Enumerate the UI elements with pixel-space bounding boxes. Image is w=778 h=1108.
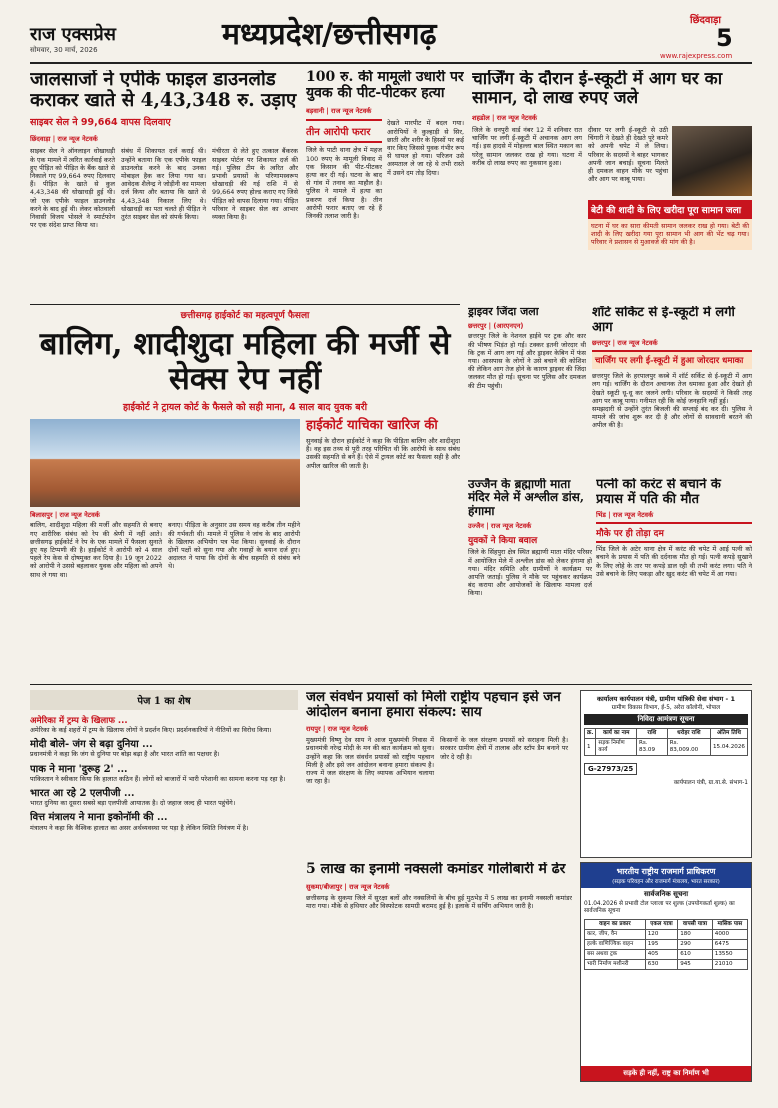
masthead xyxy=(0,0,778,66)
body-col-2: दीवार पर लगी ई-स्कूटी से उठी चिंगारी ने देखते ही देखते पूरे कमरे को अपनी चपेट में ले लिया। परिवार के सदस्यों ने बाहर भागकर अपनी जान बचाई। सूचना मिलते ही दमकल वाहन मौके पर पहुंचा और आग पर काबू पाया। xyxy=(588,126,668,184)
th: वाहन का प्रकार xyxy=(585,920,646,930)
story-water-conservation xyxy=(306,690,572,858)
mid-rule xyxy=(30,684,752,685)
story-scooty-fire xyxy=(472,70,752,300)
city-name: छिंदवाड़ा xyxy=(690,15,721,26)
byline: भिंड | राज न्यूज नेटवर्क xyxy=(596,511,654,520)
byline: उज्जैन | राज न्यूज नेटवर्क xyxy=(468,522,532,531)
body-col-1: जिले के पाटी थाना क्षेत्र में महज 100 रुपए के मामूली विवाद में एक किसान की पीट-पीटकर हत्या कर दी गई। घटना के बाद से गांव में तनाव का माहौल है। पुलिस ने मामले में हत्या का प्रकरण दर्ज किया है। तीन आरोपी फरार बताए जा रहे हैं जिनकी तलाश जारी है। xyxy=(306,146,382,220)
nhai-table xyxy=(584,919,748,970)
story-murder xyxy=(306,70,464,302)
td: बस अथवा ट्रक xyxy=(585,950,646,960)
callout: युवकों ने किया बवाल xyxy=(468,536,538,547)
court-photo xyxy=(30,419,300,507)
headline: 5 लाख का इनामी नक्सली कमांडर गोलीबारी में ढेर xyxy=(306,862,566,877)
side-head: हाईकोर्ट याचिका खारिज की xyxy=(306,418,438,434)
nhai-title: भारतीय राष्ट्रीय राजमार्ग प्राधिकरण xyxy=(616,867,716,876)
td: भारी निर्माण मशीनरी xyxy=(585,960,646,970)
byline: छत्तरपुर | राज न्यूज नेटवर्क xyxy=(592,339,658,348)
nhai-para: 01.04.2026 से प्रभावी टोल प्लाजा पर शुल्क (उपयोगकर्ता शुल्क) का सार्वजनिक सूचना xyxy=(584,901,735,914)
headline: चार्जिंग के दौरान ई-स्कूटी में आग घर का सामान, दो लाख रुपए जले xyxy=(472,70,723,109)
tender-title: कार्यालय कार्यपालन यंत्री, ग्रामीण यांत्रिकी सेवा संभाग - 1 xyxy=(597,695,735,703)
side-body: सुनवाई के दौरान हाईकोर्ट ने कहा कि पीड़िता बालिग और शादीशुदा है। वह इस तथ्य से पूरी तरह परिचित थी कि आरोपी के साथ संबंध उसकी सहमति से बने हैं। ऐसे में ट्रायल कोर्ट का फैसला सही है और अपील खारिज की जाती है। xyxy=(306,436,460,470)
td: हल्के वाणिज्यिक वाहन xyxy=(585,940,646,950)
byline: छिंदवाड़ा | राज न्यूज नेटवर्क xyxy=(30,135,98,144)
th: धरोहर राशि xyxy=(667,729,710,739)
head-5: वित्त मंत्रालय ने माना इकोनॉमी की ... xyxy=(30,812,168,824)
body: छत्तरपुर जिले के नेशनल हाईवे पर ट्रक और कार की भीषण भिड़ंत हो गई। टक्कर इतनी जोरदार थी कि ट्रक में आग लग गई और ड्राइवर केबिन में फंस गया। आसपास के लोगों ने उसे बचाने की कोशिश की लेकिन आग तेज होने के कारण ड्राइवर की जिंदा जलकर मौत हो गई। सूचना पर पुलिस और दमकल की टीम पहुंची। xyxy=(468,332,586,390)
td: 180 xyxy=(678,930,713,940)
td: 405 xyxy=(645,950,677,960)
tender-ref: G-27973/25 xyxy=(584,763,637,775)
body-col-1: जिले के धनपुरी वार्ड नंबर 12 में शनिवार रात चार्जिंग पर लगी ई-स्कूटी में अचानक आग लग गई। इस हादसे में मोहल्ला बाल स्थित मकान का घरेलू सामान जलकर राख हो गया। घटना में करीब दो लाख रुपए का नुकसान हुआ। xyxy=(472,126,582,167)
tender-table xyxy=(584,728,748,756)
th: अंतिम तिथि xyxy=(710,729,747,739)
td: 1 xyxy=(585,739,596,756)
th: कार्य का नाम xyxy=(596,729,637,739)
story-short-circuit xyxy=(592,306,752,474)
tender-label: निविदा आमंत्रण सूचना xyxy=(584,714,748,725)
tender-foot: कार्यपालन यंत्री, ग्रा.या.से. संभाग-1 xyxy=(673,780,748,786)
headline: शॉर्ट सर्किट से ई-स्कूटी में लगी आग xyxy=(592,306,735,335)
story-electrocution xyxy=(596,478,752,678)
nhai-foot: सड़के ही नहीं, राष्ट्र का निर्माण भी xyxy=(581,1066,751,1081)
body: छत्तरपुर जिले के हरपालपुर कस्बे में शॉर्ट सर्किट से ई-स्कूटी में आग लग गई। चार्जिंग के दौरान अचानक तेज धमाका हुआ और देखते ही देखते स्कूटी धू-धू कर जलने लगी। परिवार के सदस्यों ने किसी तरह आग पर काबू पाया। गनीमत रही कि कोई जनहानि नहीं हुई। xyxy=(592,372,752,405)
nhai-ad xyxy=(580,862,752,1082)
text-2: प्रधानमंत्री ने कहा कि जंग से दुनिया पर बोझ बढ़ा है और भारत शांति का पक्षधर है। xyxy=(30,750,220,759)
section-title: पेज 1 का शेष xyxy=(30,690,298,710)
headline: 100 रु. की मामूली उधारी पर युवक की पीट-पीटकर हत्या xyxy=(306,70,464,101)
td: 610 xyxy=(678,950,713,960)
story-driver-burnt xyxy=(468,306,586,474)
site-url[interactable]: www.rajexpress.com xyxy=(660,52,733,60)
byline: सुकमा/बीजापुर | राज न्यूज नेटवर्क xyxy=(306,882,390,891)
story-continued xyxy=(30,690,298,1080)
td: 630 xyxy=(645,960,677,970)
body-col-2: बनाए। पीड़िता के अनुसार उस समय वह करीब तीन महीने की गर्भवती थी। मामले में पुलिस ने जांच के बाद आरोपी के खिलाफ अभियोग पत्र पेश किया। सुनवाई के दौरान दोनों पक्षों को सुना गया और गवाहों के बयान दर्ज हुए। अदालत ने पाया कि दोनों के बीच सहमति से संबंध बने थे। xyxy=(168,521,300,571)
story-highcourt xyxy=(30,308,460,588)
body-col-2: संबंध में शिकायत दर्ज कराई थी। उन्होंने बताया कि एक एपीके फाइल डाउनलोड करने के बाद उनका मोबाइल हैक कर लिया गया था। आवेदक शैलेन्द्र ने जोड़ीनी का मामला दर्ज किया और बताया कि खाते से 4,43,348 निकाल लिए थे। धोखाधड़ी का पता चलते ही पीड़ित ने तुरंत साइबर सेल को संपर्क किया। xyxy=(121,147,206,222)
callout-title: बेटी की शादी के लिए खरीदा पूरा सामान जला xyxy=(588,200,752,219)
body-col-2: देखते मारपीट में बदल गया। आरोपियों ने कुल्हाड़ी से सिर, छाती और शरीर के हिस्सों पर कई वार किए जिससे युवक गंभीर रूप से घायल हो गया। परिजन उसे अस्पताल ले जा रहे थे तभी रास्ते में उसने दम तोड़ दिया। xyxy=(387,119,464,177)
headline: बालिग, शादीशुदा महिला की मर्जी से सेक्स रेप नहीं xyxy=(39,326,451,397)
headline: जालसाजों ने एपीके फाइल डाउनलोड कराकर खाते से 4,43,348 रु. उड़ाए xyxy=(30,70,297,111)
text-5: मंत्रालय ने कहा कि वैश्विक हालात का असर अर्थव्यवस्था पर पड़ा है लेकिन स्थिति नियंत्रण में है। xyxy=(30,823,249,832)
td: 21010 xyxy=(712,960,747,970)
th: क्र. xyxy=(585,729,596,739)
head-4: भारत आ रहे 2 एलपीजी ... xyxy=(30,787,135,799)
td: 13550 xyxy=(712,950,747,960)
story-ujjain-fair xyxy=(468,478,592,678)
headline: जल संवर्धन प्रयासों को मिली राष्ट्रीय पहचान इसे जन आंदोलन बनाना हमारा संकल्प: साय xyxy=(306,690,561,721)
body-col-1: बालिग, शादीशुदा महिला की मर्जी और सहमति से बनाए गए शारीरिक संबंध को रेप की श्रेणी में नहीं आते। छत्तीसगढ़ हाईकोर्ट ने रेप के एक मामले में फैसला सुनाते हुए यह टिप्पणी की है। हाईकोर्ट ने आरोपी को 4 साल पहले रेप केस से दोषमुक्त कर दिया है। 19 जून 2022 को आरोपी ने उससे बहलाकर युवक और महिला को अपने साथ ले गया था। xyxy=(30,521,162,579)
tender-ad xyxy=(580,690,752,858)
body: छत्तीसगढ़ के सुकमा जिले में सुरक्षा बलों और नक्सलियों के बीच हुई मुठभेड़ में 5 लाख का इनामी नक्सली कमांडर मारा गया। मौके से हथियार और विस्फोटक सामग्री बरामद हुई है। इलाके में सर्चिंग अभियान जारी है। xyxy=(306,893,572,910)
th: राशि xyxy=(637,729,668,739)
body-col-2: किसानों के जल संरक्षण प्रयासों को सराहना मिली है। सरकार ग्रामीण क्षेत्रों में तालाब और स्टॉप डैम बनाने पर जोर दे रही है। xyxy=(440,736,568,761)
text-4: भारत दुनिया का दूसरा सबसे बड़ा एलपीजी आयातक है। दो जहाज जल्द ही भारत पहुंचेंगे। xyxy=(30,799,236,808)
paper-name: राज एक्सप्रेस xyxy=(30,24,116,45)
th: मासिक पास xyxy=(712,920,747,930)
td: 6475 xyxy=(712,940,747,950)
scooty-photo xyxy=(672,126,752,196)
head-1: अमेरिका में ट्रम्प के खिलाफ ... xyxy=(30,716,128,726)
nhai-sub: (सड़क परिवहन और राजमार्ग मंत्रालय, भारत सरकार) xyxy=(612,879,720,885)
td: 15.04.2026 xyxy=(710,739,747,756)
td: 195 xyxy=(645,940,677,950)
deck: साइबर सेल ने 99,664 वापस दिलवाए xyxy=(30,117,171,129)
td: सड़क निर्माण कार्य xyxy=(596,739,637,756)
byline: शहडोल | राज न्यूज नेटवर्क xyxy=(472,114,537,123)
text-3: पाकिस्तान ने स्वीकार किया कि हालात कठिन हैं। लोगों को बाजारों में भारी परेशानी का सामना करना पड़ रहा है। xyxy=(30,774,286,783)
text-1: अमेरिका के कई शहरों में ट्रम्प के खिलाफ लोगों ने प्रदर्शन किए। प्रदर्शनकारियों ने नीतियों का विरोध किया। xyxy=(30,726,272,734)
byline: छत्तरपुर | (आरएनएन) xyxy=(468,322,524,331)
edition-date: सोमवार, 30 मार्च, 2026 xyxy=(30,46,98,54)
headline: ड्राइवर जिंदा जला xyxy=(468,306,539,318)
headline: पत्नी को करंट से बचाने के प्रयास में पति की मौत xyxy=(596,478,721,507)
callout-text: घटना में घर का सारा कीमती सामान जलकर राख हो गया। बेटी की शादी के लिए खरीदा गया पूरा सामान भी आग की भेंट चढ़ गया। परिवार ने प्रशासन से मुआवजे की मांग की है। xyxy=(588,219,752,250)
byline: बड़वानी | राज न्यूज नेटवर्क xyxy=(306,107,372,116)
tender-sub: ग्रामीण विकास विभाग, ई-5, अरेरा कॉलोनी, भोपाल xyxy=(611,705,721,711)
td: 945 xyxy=(678,960,713,970)
fact-box: तीन आरोपी फरार xyxy=(306,119,382,143)
story-apk-fraud xyxy=(30,70,298,302)
body-b: समझदारी से उन्होंने तुरंत बिजली की सप्लाई बंद कर दी। पुलिस ने मामले की जांच शुरू कर दी है और लोगों से सावधानी बरतने की अपील की है। xyxy=(592,404,752,430)
section-rule xyxy=(30,304,460,305)
deck: हाईकोर्ट ने ट्रायल कोर्ट के फैसले को सही माना, 4 साल बाद युवक बरी xyxy=(122,402,368,414)
body-col-3: मंचीरता से लेते हुए तत्काल बैंकरक साइबर पोर्टल पर शिकायत दर्ज की गई। पुलिस टीम के त्वरित और प्रभावी प्रयासों के परिणामस्वरूप धोखाधड़ी की गई राशि में से 99,664 रुपए होल्ड कराए गए जिसे पीड़ित को वापस दिलाया गया। पीड़ित परिवार ने साइबर सेल का आभार व्यक्त किया है। xyxy=(212,147,298,222)
kicker: छत्तीसगढ़ हाईकोर्ट का महत्वपूर्ण फैसला xyxy=(180,311,310,321)
td: Rs. 83,009.00 xyxy=(667,739,710,756)
callout: चार्जिंग पर लगी ई-स्कूटी में हुआ जोरदार धमाका xyxy=(592,350,752,369)
byline: बिलासपुर | राज न्यूज नेटवर्क xyxy=(30,511,100,520)
byline: रायपुर | राज न्यूज नेटवर्क xyxy=(306,725,368,734)
body: जिले के सिंहपुरा क्षेत्र स्थित ब्रह्माणी माता मंदिर परिसर में आयोजित मेले में अश्लील डांस को लेकर हंगामा हो गया। मंदिर समिति और ग्रामीणों ने कार्यक्रम पर आपत्ति जताई। पुलिस ने मौके पर पहुंचकर कार्यक्रम बंद कराया और आयोजकों के खिलाफ मामला दर्ज किया। xyxy=(468,548,592,598)
story-naxal xyxy=(306,862,572,1082)
page-number: 5 xyxy=(716,24,733,52)
th: वापसी यात्रा xyxy=(678,920,713,930)
masthead-rule xyxy=(30,62,752,64)
body-col-1: साइबर सेल ने ऑनलाइन धोखाधड़ी के एक मामले में त्वरित कार्रवाई करते हुए पीड़ित को पीड़ित के बैंक खाते से निकाले गए 99,664 रुपए दिलवाए हैं। पीड़ित के खाते से कुल 4,43,348 की धोखाधड़ी हुई थी। जो एक एपीके फाइल डाउनलोड करने के बाद हुई थी। लेकर कोतवाली निवासी विजय भोसले ने स्मार्टफोन पर एक संदेश प्राप्त किया था। xyxy=(30,147,115,230)
body: भिंड जिले के अटेर थाना क्षेत्र में करंट की चपेट में आई पत्नी को बचाने के प्रयास में पति की दर्दनाक मौत हो गई। पत्नी कपड़े सुखाने के लिए लोहे के तार पर कपड़े डाल रही थी तभी करंट लगा। पति ने उसे बचाने के लिए पकड़ा और खुद करंट की चपेट में आ गया। xyxy=(596,545,752,578)
td: 120 xyxy=(645,930,677,940)
body-col-1: मुख्यमंत्री विष्णु देव साय ने आज मुख्यमंत्री निवास में प्रधानमंत्री नरेन्द्र मोदी के मन की बात कार्यक्रम को सुना। उन्होंने कहा कि जल संवर्धन प्रयासों को राष्ट्रीय पहचान मिली है और इसे जन आंदोलन बनाना हमारा संकल्प है। राज्य में जल संरक्षण के लिए व्यापक अभियान चलाया जा रहा है। xyxy=(306,736,434,786)
head-2: मोदी बोले- जंग से बढ़ा दुनिया ... xyxy=(30,739,153,751)
fact-box: मौके पर ही तोड़ा दम xyxy=(596,522,752,543)
th: एकल यात्रा xyxy=(645,920,677,930)
section-title: मध्यप्रदेश/छत्तीसगढ़ xyxy=(222,17,437,52)
td: Rs. 83.09 xyxy=(637,739,668,756)
td: 290 xyxy=(678,940,713,950)
td: 4000 xyxy=(712,930,747,940)
headline: उज्जैन के ब्रह्माणी माता मंदिर मेले में अश्लील डांस, हंगामा xyxy=(468,478,585,518)
head-3: पाक ने माना 'दुरूह 2' ... xyxy=(30,763,128,775)
nhai-notice: सार्वजनिक सूचना xyxy=(643,890,689,898)
td: कार, जीप, वैन xyxy=(585,930,646,940)
